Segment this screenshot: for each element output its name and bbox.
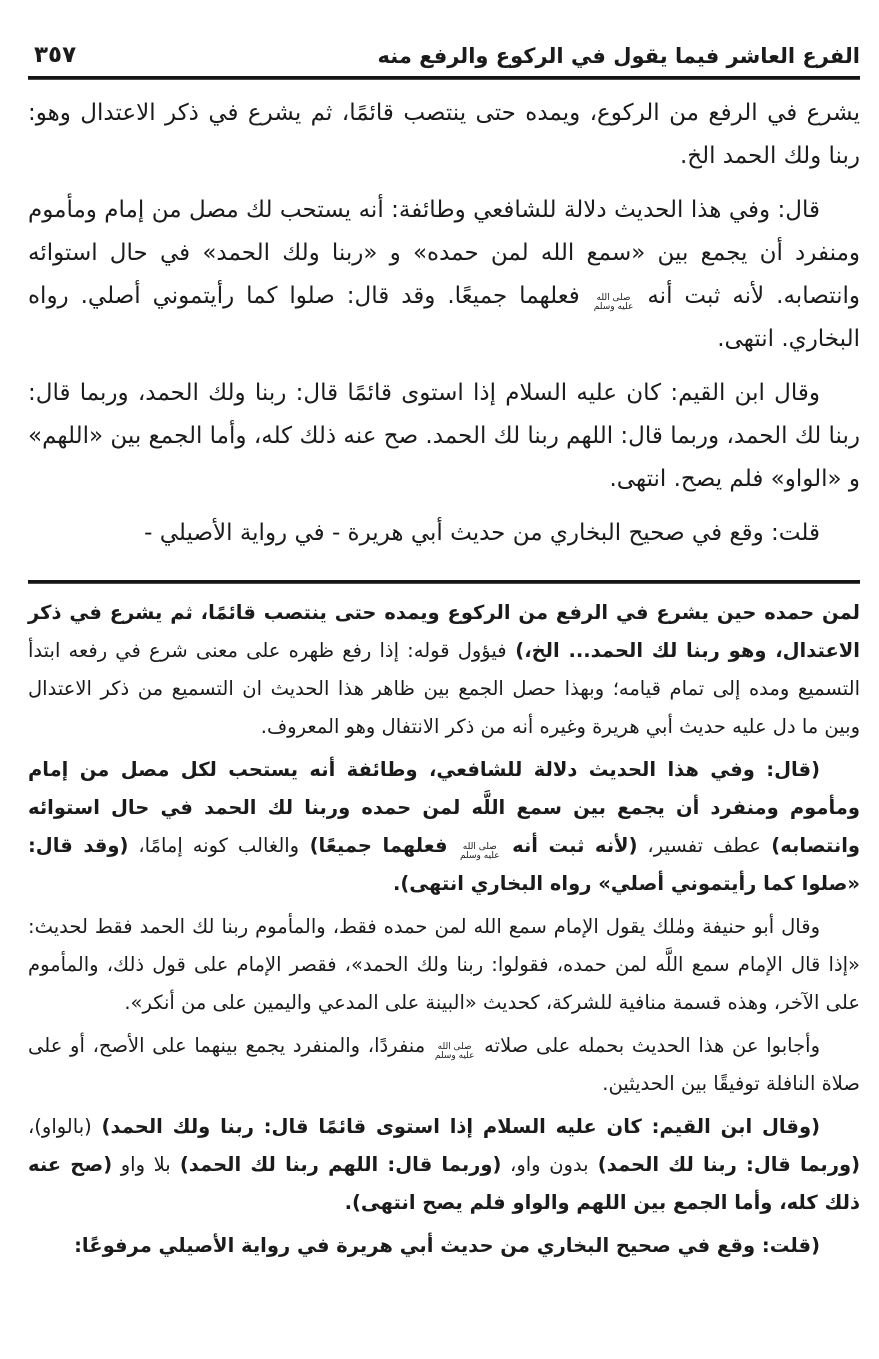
text-run: قلت: وقع في صحيح البخاري من حديث أبي هريرة - في رواية الأصيلي - xyxy=(144,520,820,546)
paragraph xyxy=(28,92,860,178)
paragraph xyxy=(28,189,860,361)
text-run-bold: (قلت: وقع في صحيح البخاري من حديث أبي هريرة في رواية الأصيلي مرفوعًا: xyxy=(74,1234,820,1257)
text-run: منفردًا، والمنفرد يجمع بينهما على الأصح، أو على صلاة النافلة توفيقًا بين الحديثين. xyxy=(28,1034,860,1095)
text-run: وأجابوا عن هذا الحديث بحمله على صلاته xyxy=(476,1034,820,1057)
text-run-bold: لمن حمده حين يشرع في الرفع من الركوع ويمده حتى ينتصب قائمًا، ثم يشرع في ذكر الاعتدال، وهو ربنا لك الحمد... الخ،) xyxy=(28,601,860,662)
paragraph xyxy=(28,1227,860,1265)
text-run-bold: (وربما قال: اللهم ربنا لك الحمد) xyxy=(170,1153,502,1176)
text-run: بدون واو، xyxy=(501,1153,589,1176)
chapter-title: الفرع العاشر فيما يقول في الركوع والرفع منه xyxy=(377,44,860,68)
commentary-section xyxy=(28,594,860,1265)
paragraph xyxy=(28,512,860,555)
main-text-section xyxy=(28,80,860,572)
text-run: (بالواو)، xyxy=(28,1115,92,1138)
text-run: والغالب كونه إمامًا، xyxy=(128,834,300,857)
text-run: وقال أبو حنيفة ومٰلك يقول الإمام سمع الله لمن حمده فقط، والمأموم ربنا لك الحمد فقط لحديث: «إذا قال الإمام سمع اللَّه لمن حمده، فقولوا: ربنا ولك الحمد»، فقصر الإمام على قول ذلك، والمأموم على الآخر، وهذه قسمة منافية للشركة، كحديث «البينة على المدعي واليمين على من أنكر». xyxy=(28,915,860,1014)
text-run-bold: (صح عنه ذلك كله، وأما الجمع بين اللهم والواو فلم يصح انتهى). xyxy=(28,1153,860,1214)
text-run: فعلهما جميعًا. وقد قال: صلوا كما رأيتموني أصلي. رواه البخاري. انتهى. xyxy=(28,283,860,352)
text-run: عطف تفسير، xyxy=(637,834,761,857)
paragraph xyxy=(28,751,860,903)
text-run: قال: وفي هذا الحديث دلالة للشافعي وطائفة: أنه يستحب لك مصل من إمام ومأموم ومنفرد أن يجمع بين «سمع الله لمن حمده» و «ربنا ولك الحمد» في حال استوائه وانتصابه. لأنه ثبت أنه xyxy=(28,197,860,309)
text-run: وقال ابن القيم: كان عليه السلام إذا استوى قائمًا قال: ربنا ولك الحمد، وربما قال: ربنا لك الحمد، وربما قال: اللهم ربنا لك الحمد. صح عنه ذلك كله، وأما الجمع بين «اللهم» و «الواو» فلم يصح. انتهى. xyxy=(28,380,860,492)
paragraph xyxy=(28,908,860,1022)
text-run-bold: فعلهما جميعًا) xyxy=(299,834,458,857)
paragraph xyxy=(28,594,860,746)
paragraph xyxy=(28,1027,860,1103)
paragraph xyxy=(28,1108,860,1222)
paragraph xyxy=(28,372,860,501)
text-run-bold: (لأنه ثبت أنه xyxy=(501,834,638,857)
text-run: بلا واو xyxy=(112,1153,171,1176)
text-run-bold: (وقد قال: «صلوا كما رأيتموني أصلي» رواه البخاري انتهى). xyxy=(28,834,860,895)
text-run-bold: (وقال ابن القيم: كان عليه السلام إذا استوى قائمًا قال: ربنا ولك الحمد) xyxy=(91,1115,820,1138)
text-run-bold: (قال: وفي هذا الحديث دلالة للشافعي، وطائفة أنه يستحب لكل مصل من إمام ومأموم ومنفرد أن يجمع بين سمع اللَّه لمن حمده وربنا لك الحمد في حال استوائه وانتصابه) xyxy=(28,758,860,857)
pbuh-honorific: صلى الله عليه وسلم xyxy=(460,841,500,861)
text-run: يشرع في الرفع من الركوع، ويمده حتى ينتصب قائمًا، ثم يشرع في ذكر الاعتدال وهو: ربنا ولك الحمد الخ. xyxy=(28,100,860,169)
pbuh-honorific: صلى الله عليه وسلم xyxy=(434,1041,475,1061)
text-run: فيؤول قوله: إذا رفع ظهره على معنى شرع في رفعه ابتدأ التسميع ومده إلى تمام قيامه؛ وبهذا حصل الجمع بين ظاهر هذا الحديث ان التسميع من ذكر الاعتدال وبين ما دل عليه حديث أبي هريرة وغيره أنه من ذكر الانتفال وهو المعروف. xyxy=(28,639,860,738)
pbuh-honorific: صلى الله عليه وسلم xyxy=(593,292,634,312)
text-run-bold: (وربما قال: ربنا لك الحمد) xyxy=(588,1153,861,1176)
page-number: ٣٥٧ xyxy=(34,42,77,68)
section-separator-rule xyxy=(28,580,860,584)
page-header xyxy=(28,42,860,68)
